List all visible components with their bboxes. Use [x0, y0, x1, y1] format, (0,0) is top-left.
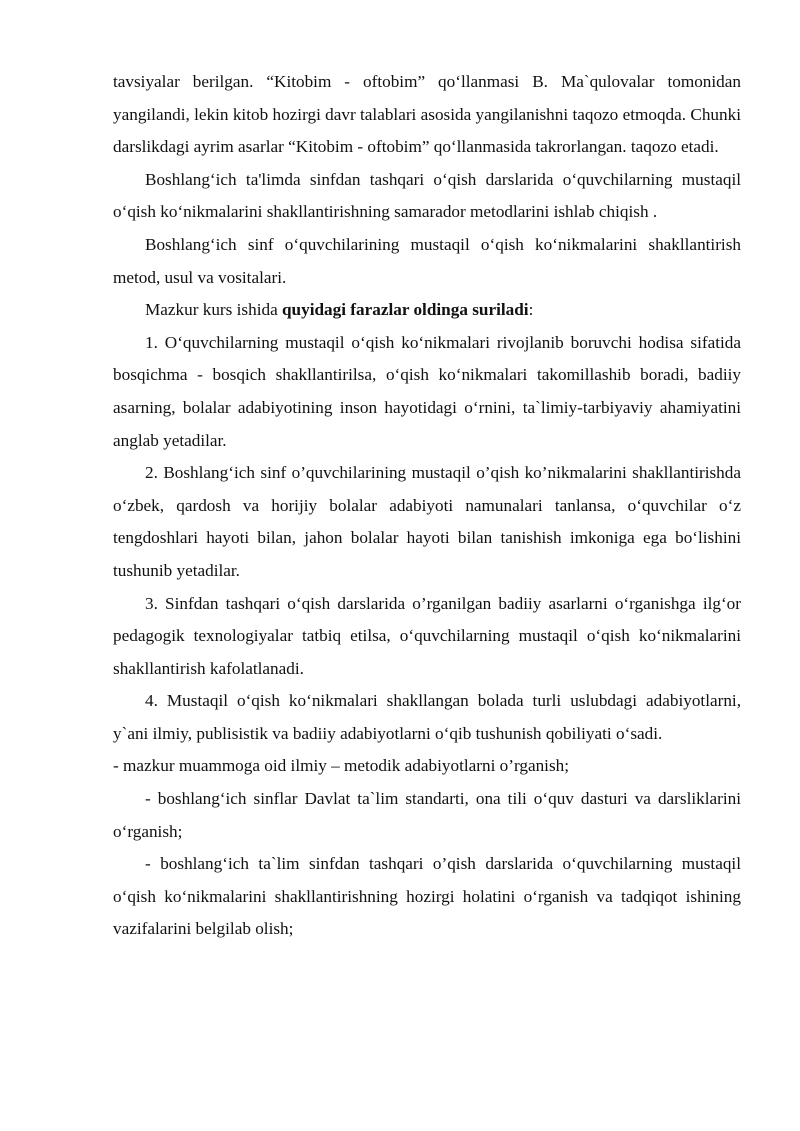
- hypothesis-item-2: 2. Boshlang‘ich sinf o’quvchilarining mustaqil o’qish ko’nikmalarini shakllantirishda o‘zbek, qardosh va horijiy bolalar adabiyoti namunalari tanlansa, o‘quvchilar o‘z tengdoshlari hayoti bilan, jahon bolalar hayoti bilan tanishish imkoniga ega bo‘lishini tushunib yetadilar.: [113, 463, 741, 580]
- document-page: [113, 66, 741, 946]
- hypotheses-lead-text: Mazkur kurs ishida: [145, 300, 282, 320]
- paragraph-research-object: Boshlang‘ich ta'limda sinfdan tashqari o‘qish darslarida o‘quvchilarning mustaqil o‘qish ko‘nikmalarini shakllantirishning samarador metodlarini ishlab chiqish .: [113, 169, 741, 222]
- paragraph-intro: tavsiyalar berilgan. “Kitobim - oftobim” qo‘llanmasi B. Ma`qulovalar tomonidan yangilandi, lekin kitob hozirgi davr talablari asosida yangilanishni taqozo etmoqda. Chunki darslikdagi ayrim asarlar “Kitobim - oftobim” qo‘llanmasida takrorlangan. taqozo etadi.: [113, 72, 741, 157]
- task-item-3: - boshlang‘ich ta`lim sinfdan tashqari o’qish darslarida o‘quvchilarning mustaqil o‘qish ko‘nikmalarini shakllantirishning hozirgi holatini o‘rganish va tadqiqot ishining vazifalarini belgilab olish;: [113, 854, 741, 939]
- paragraph-hypotheses-heading: [113, 294, 741, 327]
- hypothesis-item-1: 1. O‘quvchilarning mustaqil o‘qish ko‘nikmalari rivojlanib boruvchi hodisa sifatida bosqichma - bosqich shakllantirilsa, o‘qish ko‘nikmalari takomillashib boradi, badiiy asarning, bolalar adabiyotining inson hayotidagi o‘rnini, ta`limiy-tarbiyaviy ahamiyatini anglab yetadilar.: [113, 332, 741, 450]
- hypotheses-bold-text: quyidagi farazlar oldinga suriladi: [282, 300, 529, 320]
- task-item-1: - mazkur muammoga oid ilmiy – metodik adabiyotlarni o’rganish;: [113, 756, 570, 776]
- hypotheses-colon: :: [528, 300, 534, 320]
- task-item-2: - boshlang‘ich sinflar Davlat ta`lim standarti, ona tili o‘quv dasturi va darsliklarini o‘rganish;: [113, 789, 741, 841]
- hypothesis-item-3: 3. Sinfdan tashqari o‘qish darslarida o’rganilgan badiiy asarlarni o‘rganishga ilg‘or pedagogik texnologiyalar tatbiq etilsa, o‘quvchilarning mustaqil o‘qish ko‘nikmalarini shakllantirish kafolatlanadi.: [113, 593, 741, 678]
- paragraph-research-subject: Boshlang‘ich sinf o‘quvchilarining mustaqil o‘qish ko‘nikmalarini shakllantirish metod, usul va vositalari.: [113, 234, 741, 287]
- hypothesis-item-4: 4. Mustaqil o‘qish ko‘nikmalari shakllangan bolada turli uslubdagi adabiyotlarni, y`ani ilmiy, publisistik va badiiy adabiyotlarni o‘qib tushunish qobiliyati o‘sadi.: [113, 691, 741, 743]
